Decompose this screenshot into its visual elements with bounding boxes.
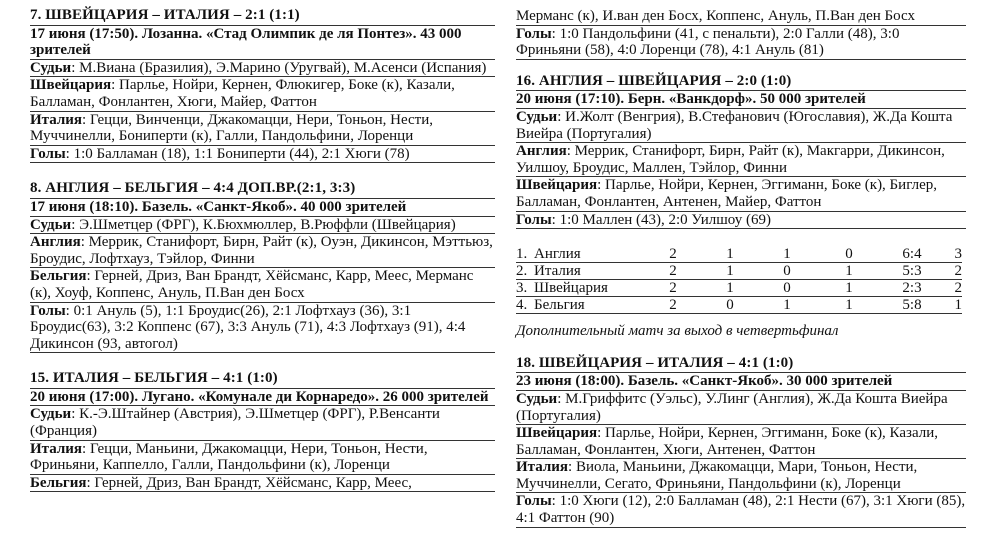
row-label: Швейцария bbox=[516, 177, 598, 194]
table-row bbox=[516, 297, 962, 314]
row-text: : Гецци, Винченци, Джакомацци, Нери, Тоньон, Нести, Муччинелли, Бониперти (к), Галли, Пандольфини, Лоренци bbox=[30, 111, 433, 145]
match-18 bbox=[516, 355, 966, 528]
points-cell: 2 bbox=[940, 263, 962, 280]
standings-table bbox=[516, 246, 962, 314]
match-title: 15. ИТАЛИЯ – БЕЛЬГИЯ – 4:1 (1:0) bbox=[30, 370, 495, 389]
lineup-row bbox=[30, 112, 495, 146]
pos-cell: 3. bbox=[516, 280, 534, 297]
won-cell: 0 bbox=[700, 297, 760, 314]
row-text: : М.Виана (Бразилия), Э.Марино (Уругвай), М.Асенси (Испания) bbox=[71, 59, 487, 76]
row-label: Швейцария bbox=[30, 77, 112, 94]
referees-row bbox=[30, 406, 495, 440]
row-label: Судьи bbox=[516, 390, 558, 407]
table-row bbox=[516, 280, 962, 297]
row-text: : И.Жолт (Венгрия), В.Стефанович (Югославия), Ж.Да Кошта Виейра (Португалия) bbox=[516, 108, 953, 142]
row-text: : Парлье, Нойри, Кернен, Эггиманн, Боке (к), Биглер, Балламан, Фонлантен, Антенен, Майер, Фаттон bbox=[516, 177, 937, 210]
goals-cell: 5:3 bbox=[884, 263, 940, 280]
row-text: : 1:0 Хюги (12), 2:0 Балламан (48), 2:1 Нести (67), 3:1 Хюги (85), 4:1 Фаттон (90) bbox=[516, 493, 966, 527]
row-text: : Парлье, Нойри, Кернен, Флюкигер, Боке (к), Казали, Балламан, Фонлантен, Хюги, Майер, Фаттон bbox=[30, 77, 455, 110]
team-cell: Бельгия bbox=[534, 297, 646, 314]
row-text: : Гецци, Маньини, Джакомацци, Нери, Тоньон, Нести, Фриньяни, Каппелло, Галли, Пандольфини (к), Лоренци bbox=[30, 440, 428, 474]
match-title: 16. АНГЛИЯ – ШВЕЙЦАРИЯ – 2:0 (1:0) bbox=[516, 73, 966, 92]
row-text: Мерманс (к), И.ван ден Босх, Коппенс, Ануль, П.Ван ден Босх bbox=[516, 8, 915, 24]
won-cell: 1 bbox=[700, 246, 760, 263]
goals-cell: 6:4 bbox=[884, 246, 940, 263]
won-cell: 1 bbox=[700, 263, 760, 280]
row-text: : 1:0 Балламан (18), 1:1 Бониперти (44), 2:1 Хюги (78) bbox=[65, 145, 410, 162]
goals-row bbox=[30, 303, 495, 354]
row-label: Англия bbox=[516, 143, 567, 160]
row-label: Италия bbox=[516, 459, 569, 476]
lineup-row bbox=[516, 8, 966, 26]
lineup-row bbox=[30, 441, 495, 475]
match-7 bbox=[30, 7, 495, 163]
referees-row bbox=[516, 391, 966, 425]
match-title: 8. АНГЛИЯ – БЕЛЬГИЯ – 4:4 ДОП.ВР.(2:1, 3:3) bbox=[30, 180, 495, 199]
drawn-cell: 1 bbox=[760, 297, 814, 314]
lineup-row bbox=[30, 475, 495, 493]
row-label: Судьи bbox=[30, 59, 72, 76]
row-text: : К.-Э.Штайнер (Австрия), Э.Шметцер (ФРГ), Р.Венсанти (Франция) bbox=[30, 406, 440, 440]
goals-cell: 2:3 bbox=[884, 280, 940, 297]
played-cell: 2 bbox=[646, 263, 700, 280]
row-text: : Меррик, Станифорт, Бирн, Райт (к), Макгарри, Дикинсон, Уилшоу, Броудис, Маллен, Тэйлор, Финни bbox=[516, 143, 945, 176]
referees-row bbox=[516, 109, 966, 143]
match-header: 23 июня (18:00). Базель. «Санкт-Якоб». 30 000 зрителей bbox=[516, 373, 966, 391]
row-label: Италия bbox=[30, 440, 83, 457]
row-text: : 0:1 Ануль (5), 1:1 Броудис(26), 2:1 Лофтхауз (36), 3:1 Броудис(63), 3:2 Коппенс (67), 3:3 Ануль (71), 4:3 Лофтхауз (91), 4:4 Дикинсон (93, автогол) bbox=[30, 302, 466, 352]
row-text: : Э.Шметцер (ФРГ), К.Бюхмюллер, В.Рюффли (Швейцария) bbox=[71, 216, 456, 233]
match-header: 20 июня (17:00). Лугано. «Комунале ди Корнаредо». 26 000 зрителей bbox=[30, 389, 495, 407]
lost-cell: 1 bbox=[814, 280, 884, 297]
points-cell: 1 bbox=[940, 297, 962, 314]
row-text: : Меррик, Станифорт, Бирн, Райт (к), Оуэн, Дикинсон, Мэттьюз, Броудис, Лофтхауз, Тэйлор, Финни bbox=[30, 234, 493, 267]
drawn-cell: 0 bbox=[760, 280, 814, 297]
match-15 bbox=[30, 370, 495, 492]
goals-cell: 5:8 bbox=[884, 297, 940, 314]
lineup-row bbox=[30, 268, 495, 302]
lineup-row bbox=[516, 425, 966, 459]
team-cell: Италия bbox=[534, 263, 646, 280]
row-label: Швейцария bbox=[516, 425, 598, 442]
row-label: Судьи bbox=[516, 108, 558, 125]
right-column bbox=[516, 0, 966, 528]
lost-cell: 0 bbox=[814, 246, 884, 263]
match-title: 18. ШВЕЙЦАРИЯ – ИТАЛИЯ – 4:1 (1:0) bbox=[516, 355, 966, 374]
referees-row bbox=[30, 60, 495, 78]
row-label: Голы bbox=[516, 25, 552, 42]
lineup-row bbox=[516, 143, 966, 177]
goals-row bbox=[30, 146, 495, 164]
row-text: : 1:0 Маллен (43), 2:0 Уилшоу (69) bbox=[551, 211, 771, 228]
match-15-continued bbox=[516, 8, 966, 60]
match-header: 17 июня (17:50). Лозанна. «Стад Олимпик де ля Понтез». 43 000 зрителей bbox=[30, 26, 495, 60]
played-cell: 2 bbox=[646, 280, 700, 297]
lineup-row bbox=[30, 234, 495, 268]
row-label: Голы bbox=[30, 302, 66, 319]
row-label: Судьи bbox=[30, 216, 72, 233]
team-cell: Швейцария bbox=[534, 280, 646, 297]
lineup-row bbox=[516, 177, 966, 211]
row-text: : Герней, Дриз, Ван Брандт, Хёйсманс, Карр, Меес, Мерманс (к), Хоуф, Коппенс, Ануль, П.Ван ден Босх bbox=[30, 268, 474, 301]
row-text: : Виола, Маньини, Джакомацци, Мари, Тоньон, Нести, Муччинелли, Сегато, Фриньяни, Пандольфини (к), Лоренци bbox=[516, 459, 918, 492]
lineup-row bbox=[516, 459, 966, 493]
playoff-note: Дополнительный матч за выход в четвертьфинал bbox=[516, 323, 839, 340]
row-text: : Герней, Дриз, Ван Брандт, Хёйсманс, Карр, Меес, bbox=[86, 474, 412, 491]
points-cell: 3 bbox=[940, 246, 962, 263]
row-label: Англия bbox=[30, 234, 81, 251]
match-title: 7. ШВЕЙЦАРИЯ – ИТАЛИЯ – 2:1 (1:1) bbox=[30, 7, 495, 26]
row-text: : М.Гриффитс (Уэльс), У.Линг (Англия), Ж.Да Кошта Виейра (Португалия) bbox=[516, 390, 948, 424]
row-label: Голы bbox=[516, 211, 552, 228]
lost-cell: 1 bbox=[814, 263, 884, 280]
team-cell: Англия bbox=[534, 246, 646, 263]
pos-cell: 2. bbox=[516, 263, 534, 280]
row-label: Бельгия bbox=[30, 268, 87, 285]
points-cell: 2 bbox=[940, 280, 962, 297]
pos-cell: 4. bbox=[516, 297, 534, 314]
played-cell: 2 bbox=[646, 246, 700, 263]
goals-row bbox=[516, 26, 966, 60]
row-label: Голы bbox=[516, 493, 552, 510]
lost-cell: 1 bbox=[814, 297, 884, 314]
row-label: Италия bbox=[30, 111, 83, 128]
lineup-row bbox=[30, 77, 495, 111]
match-16 bbox=[516, 73, 966, 229]
table-row bbox=[516, 263, 962, 280]
table-row bbox=[516, 246, 962, 263]
referees-row bbox=[30, 217, 495, 235]
drawn-cell: 1 bbox=[760, 246, 814, 263]
row-text: : Парлье, Нойри, Кернен, Эггиманн, Боке (к), Казали, Балламан, Фонлантен, Хюги, Антенен, Фаттон bbox=[516, 425, 939, 458]
match-8 bbox=[30, 180, 495, 353]
goals-row bbox=[516, 212, 966, 230]
left-column bbox=[30, 0, 495, 492]
pos-cell: 1. bbox=[516, 246, 534, 263]
goals-row bbox=[516, 493, 966, 527]
row-text: : 1:0 Пандольфини (41, с пенальти), 2:0 Галли (48), 3:0 Фриньяни (58), 4:0 Лоренци (78), 4:1 Ануль (81) bbox=[516, 25, 900, 59]
won-cell: 1 bbox=[700, 280, 760, 297]
match-header: 20 июня (17:10). Берн. «Ванкдорф». 50 000 зрителей bbox=[516, 91, 966, 109]
row-label: Судьи bbox=[30, 406, 72, 423]
played-cell: 2 bbox=[646, 297, 700, 314]
row-label: Бельгия bbox=[30, 474, 87, 491]
match-header: 17 июня (18:10). Базель. «Санкт-Якоб». 40 000 зрителей bbox=[30, 199, 495, 217]
row-label: Голы bbox=[30, 145, 66, 162]
drawn-cell: 0 bbox=[760, 263, 814, 280]
